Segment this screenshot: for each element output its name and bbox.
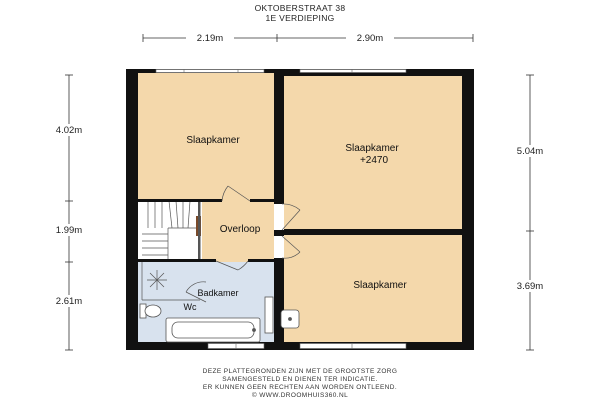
room-label-bedroom-left: Slaapkamer bbox=[186, 135, 240, 146]
disclaimer-line-3: ER KUNNEN GEEN RECHTEN AAN WORDEN ONTLEEND. bbox=[202, 384, 398, 391]
room-label-bathroom: Badkamer bbox=[197, 288, 239, 298]
disclaimer-line-1: DEZE PLATTEGRONDEN ZIJN MET DE GROOTSTE ZORG bbox=[202, 368, 398, 375]
room-label-bedroom-big: Slaapkamer bbox=[345, 143, 399, 154]
room-label-landing: Overloop bbox=[219, 224, 261, 235]
disclaimer-footer bbox=[0, 368, 600, 400]
room-label-toilet: Wc bbox=[183, 302, 197, 312]
address-title: OKTOBERSTRAAT 38 bbox=[254, 3, 346, 13]
disclaimer-line-2: SAMENGESTELD EN DIENEN TER INDICATIE. bbox=[222, 376, 378, 383]
left-dimension-line bbox=[65, 75, 73, 350]
dimension-right-bottom: 3.69m bbox=[516, 281, 544, 292]
dimension-top-left: 2.19m bbox=[196, 33, 224, 44]
dimension-left-top: 4.02m bbox=[55, 125, 83, 136]
bathtub-icon bbox=[166, 318, 260, 342]
room-label-bedroom-bottom: Slaapkamer bbox=[353, 280, 407, 291]
right-dimension-line bbox=[526, 75, 534, 350]
staircase bbox=[142, 201, 201, 261]
dimension-left-middle: 1.99m bbox=[55, 225, 83, 236]
toilet-icon bbox=[140, 304, 161, 318]
dimension-right-top: 5.04m bbox=[516, 146, 544, 157]
website-credit: © WWW.DROOMHUIS360.NL bbox=[251, 392, 349, 399]
dimension-left-bottom: 2.61m bbox=[55, 296, 83, 307]
dimension-top-right: 2.90m bbox=[356, 33, 384, 44]
floor-title: 1E VERDIEPING bbox=[265, 13, 335, 23]
room-label-bedroom-big-note: +2470 bbox=[359, 155, 389, 166]
